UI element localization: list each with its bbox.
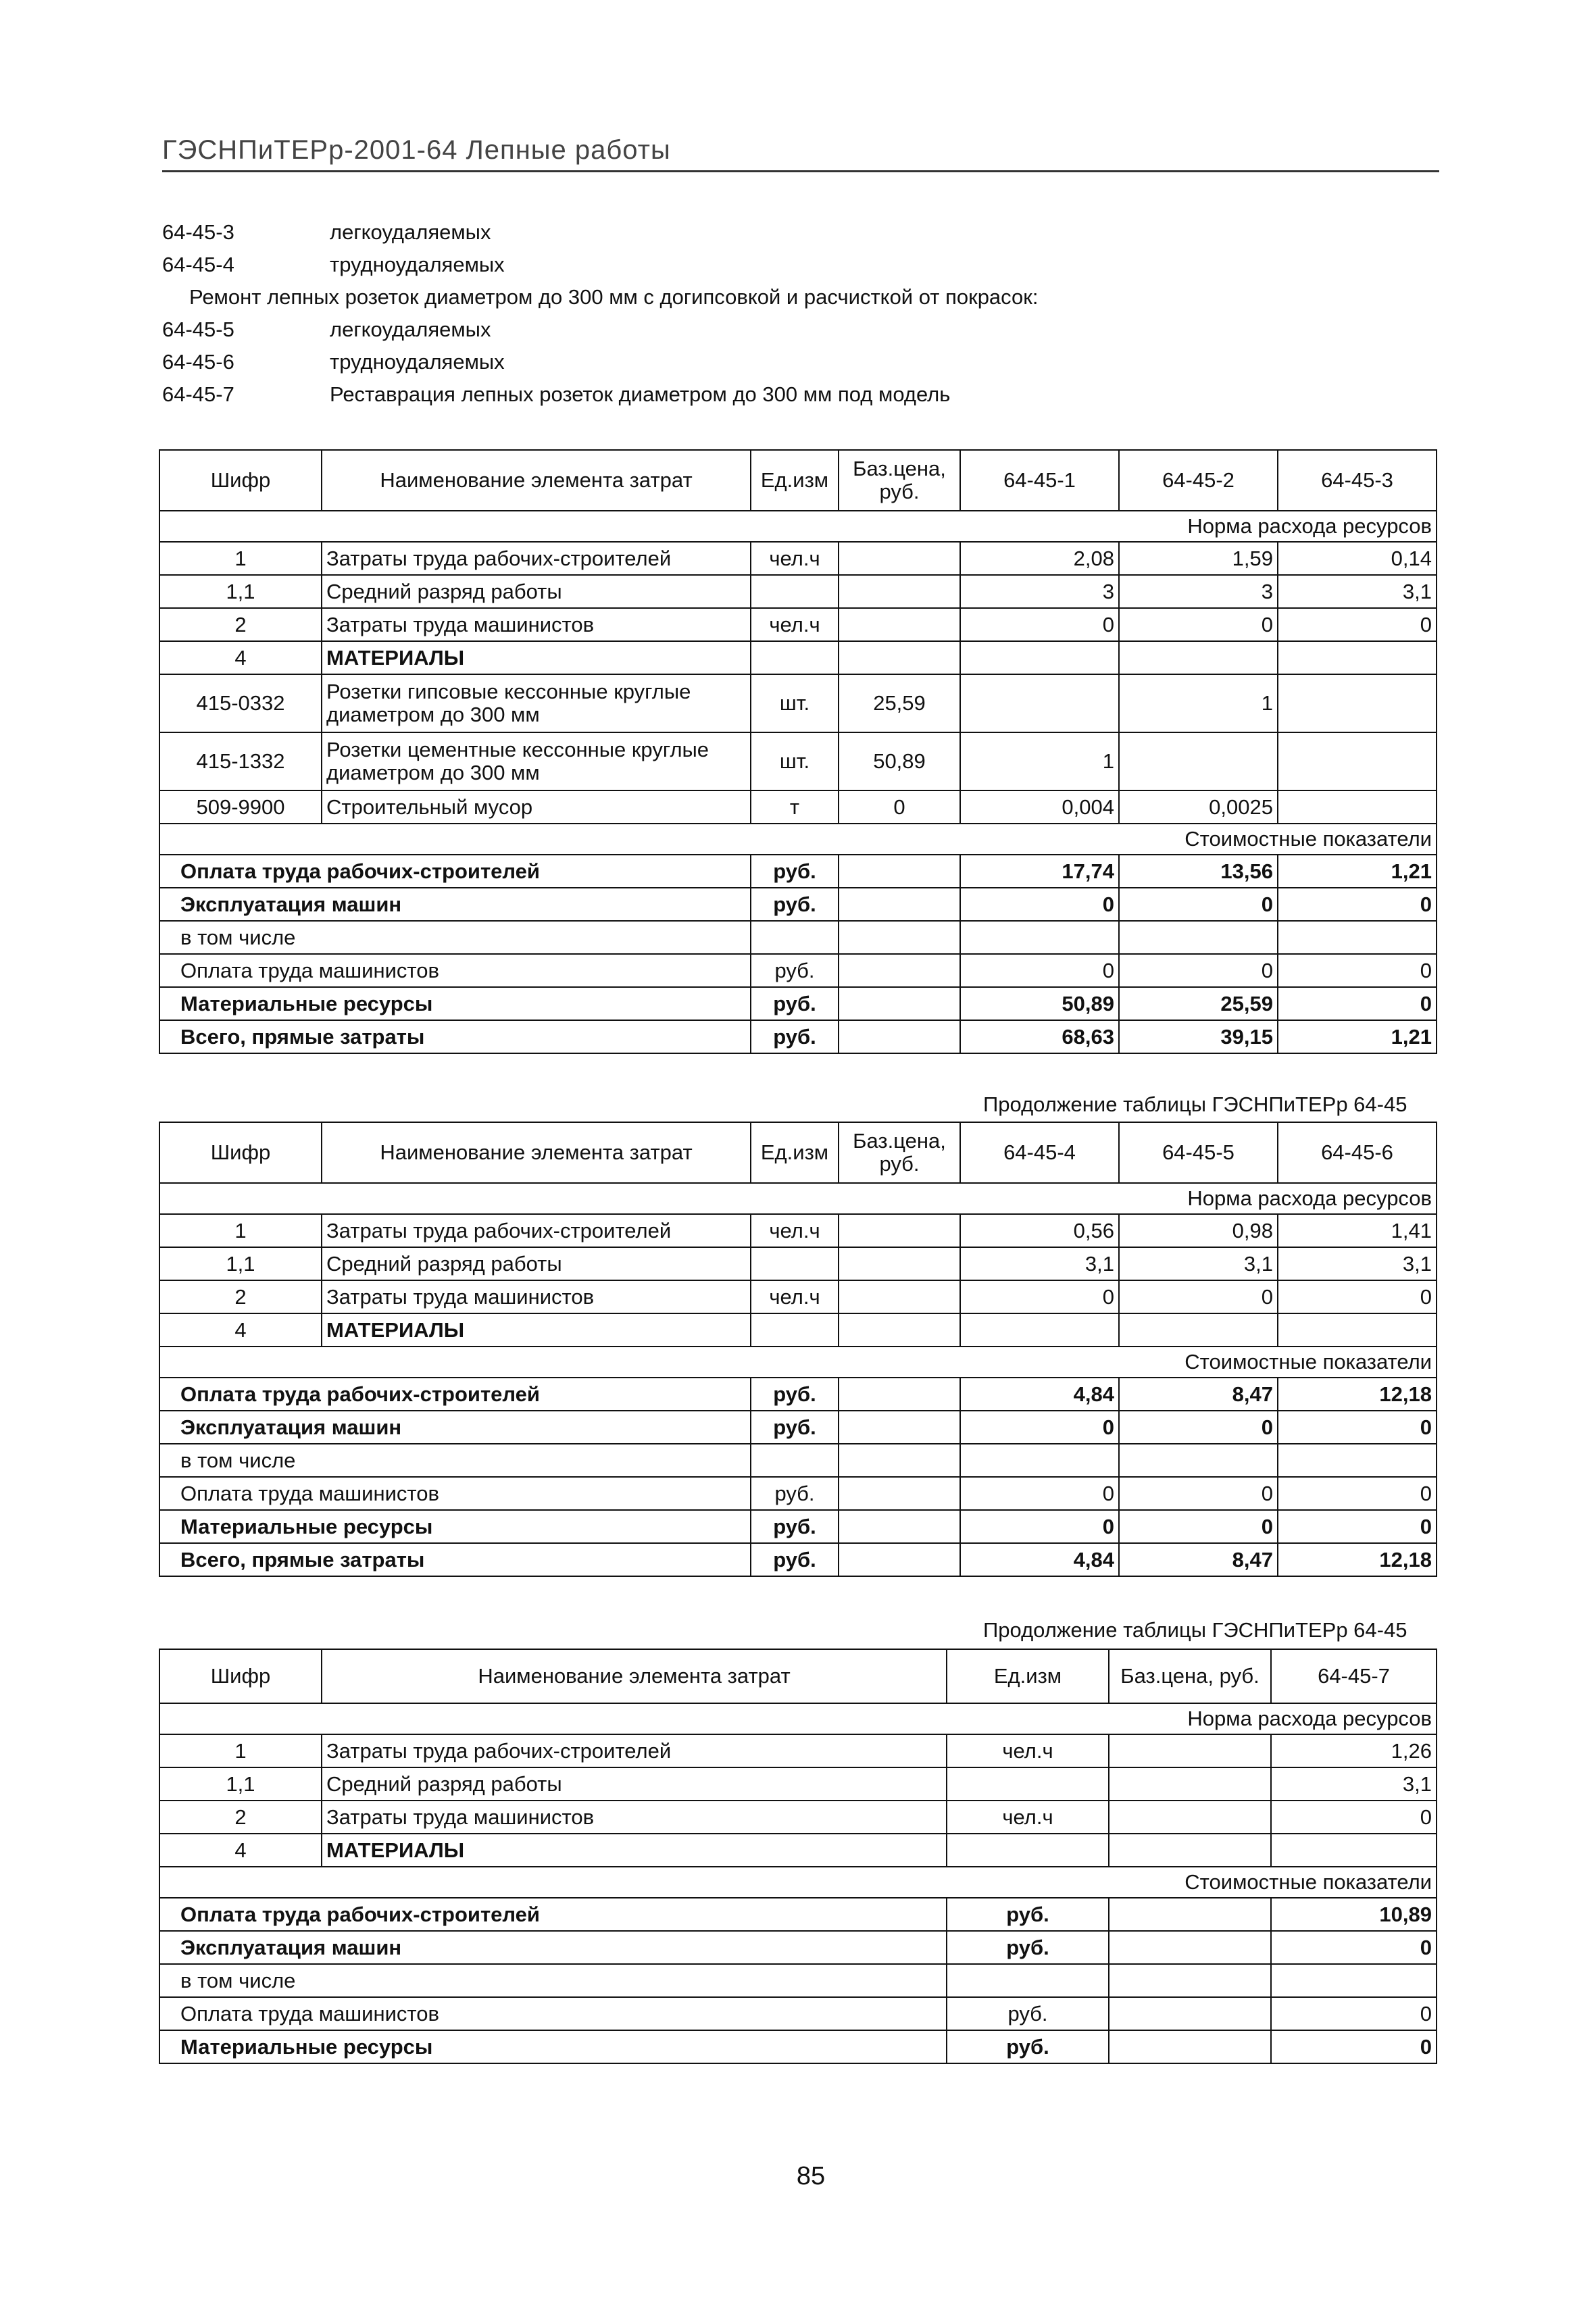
row-value: 3,1 <box>1271 1767 1437 1801</box>
summary-unit: руб. <box>751 1020 839 1053</box>
summary-value: 68,63 <box>960 1020 1119 1053</box>
norms-table-1 <box>159 449 1437 1054</box>
summary-row <box>159 954 1437 987</box>
table-row <box>159 1247 1437 1280</box>
row-value: 0 <box>960 1280 1119 1313</box>
row-value: 3,1 <box>1278 575 1437 608</box>
col-header-unit: Ед.изм <box>751 450 839 511</box>
row-value: 0,14 <box>1278 542 1437 575</box>
summary-unit: руб. <box>947 1931 1109 1964</box>
summary-row <box>159 888 1437 921</box>
summary-label: Оплата труда рабочих-строителей <box>159 855 751 888</box>
row-unit: т <box>751 790 839 824</box>
intro-text: трудноудаляемых <box>330 350 505 374</box>
row-price: 0 <box>839 790 960 824</box>
col-header-norm: 64-45-1 <box>960 450 1119 511</box>
table-row <box>159 641 1437 674</box>
table-row <box>159 674 1437 732</box>
row-value: 1,41 <box>1278 1214 1437 1247</box>
row-value: 1,59 <box>1119 542 1278 575</box>
row-value: 3,1 <box>1119 1247 1278 1280</box>
col-header-price: Баз.цена, руб. <box>1109 1649 1271 1703</box>
summary-row <box>159 1997 1437 2030</box>
row-name: Затраты труда машинистов <box>322 1801 947 1834</box>
table-row <box>159 1834 1437 1867</box>
summary-label: Материальные ресурсы <box>159 2030 947 2063</box>
row-value: 3 <box>1119 575 1278 608</box>
summary-value: 4,84 <box>960 1378 1119 1411</box>
summary-value: 13,56 <box>1119 855 1278 888</box>
table-row <box>159 542 1437 575</box>
running-header: ГЭСНПиТЕРр-2001-64 Лепные работы <box>162 135 1439 172</box>
row-price <box>839 542 960 575</box>
summary-row <box>159 987 1437 1020</box>
summary-value: 0 <box>1119 1477 1278 1510</box>
summary-unit: руб. <box>751 855 839 888</box>
summary-value: 50,89 <box>960 987 1119 1020</box>
row-price <box>839 575 960 608</box>
summary-row <box>159 1378 1437 1411</box>
summary-label: Оплата труда машинистов <box>159 1477 751 1510</box>
row-unit: шт. <box>751 732 839 790</box>
norms-table-2 <box>159 1122 1437 1577</box>
intro-list <box>162 216 1038 411</box>
intro-code: 64-45-4 <box>162 253 234 276</box>
summary-row <box>159 1020 1437 1053</box>
summary-row <box>159 1477 1437 1510</box>
row-code: 4 <box>159 641 322 674</box>
row-name: Затраты труда машинистов <box>322 1280 751 1313</box>
row-name: Средний разряд работы <box>322 1247 751 1280</box>
table-2-caption: Продолжение таблицы ГЭСНПиТЕРр 64-45 <box>983 1092 1407 1116</box>
summary-unit: руб. <box>947 1997 1109 2030</box>
summary-value: 0 <box>1119 888 1278 921</box>
table-3-caption: Продолжение таблицы ГЭСНПиТЕРр 64-45 <box>983 1618 1407 1642</box>
summary-value: 25,59 <box>1119 987 1278 1020</box>
col-header-name: Наименование элемента затрат <box>322 450 751 511</box>
row-code: 2 <box>159 608 322 641</box>
row-code: 1 <box>159 542 322 575</box>
summary-row <box>159 855 1437 888</box>
summary-label: Материальные ресурсы <box>159 1510 751 1543</box>
row-value <box>1278 732 1437 790</box>
row-value: 0 <box>960 608 1119 641</box>
summary-row <box>159 1964 1437 1997</box>
summary-value: 8,47 <box>1119 1378 1278 1411</box>
row-value: 0 <box>1278 1280 1437 1313</box>
row-name: Затраты труда машинистов <box>322 608 751 641</box>
summary-value: 12,18 <box>1278 1543 1437 1576</box>
table-row <box>159 1313 1437 1347</box>
row-code: 415-0332 <box>159 674 322 732</box>
row-value: 0,98 <box>1119 1214 1278 1247</box>
row-unit <box>751 575 839 608</box>
intro-code: 64-45-3 <box>162 220 234 244</box>
summary-value: 39,15 <box>1119 1020 1278 1053</box>
row-name: Розетки гипсовые кессонные круглые диаметром до 300 мм <box>322 674 751 732</box>
table-row <box>159 1280 1437 1313</box>
summary-value: 0 <box>1278 987 1437 1020</box>
summary-label: Оплата труда рабочих-строителей <box>159 1378 751 1411</box>
row-name: МАТЕРИАЛЫ <box>322 1834 947 1867</box>
intro-code: 64-45-6 <box>162 350 234 374</box>
table-row <box>159 1214 1437 1247</box>
summary-label: Всего, прямые затраты <box>159 1543 751 1576</box>
summary-label: Оплата труда машинистов <box>159 954 751 987</box>
summary-label: в том числе <box>159 1964 947 1997</box>
row-value: 1 <box>960 732 1119 790</box>
row-code: 1,1 <box>159 1767 322 1801</box>
summary-label: Материальные ресурсы <box>159 987 751 1020</box>
table-row <box>159 732 1437 790</box>
col-header-norm: 64-45-5 <box>1119 1122 1278 1183</box>
table-row <box>159 608 1437 641</box>
summary-value: 0 <box>960 954 1119 987</box>
intro-text: легкоудаляемых <box>330 220 491 244</box>
row-value: 0,56 <box>960 1214 1119 1247</box>
col-header-price: Баз.цена, руб. <box>839 450 960 511</box>
summary-unit: руб. <box>751 1510 839 1543</box>
section-norm: Норма расхода ресурсов <box>159 1183 1437 1214</box>
summary-value: 17,74 <box>960 855 1119 888</box>
col-header-unit: Ед.изм <box>947 1649 1109 1703</box>
row-name: Строительный мусор <box>322 790 751 824</box>
row-name: Затраты труда рабочих-строителей <box>322 1734 947 1767</box>
summary-unit: руб. <box>751 888 839 921</box>
row-code: 509-9900 <box>159 790 322 824</box>
summary-row <box>159 1510 1437 1543</box>
row-value: 0 <box>1119 1280 1278 1313</box>
summary-label: Эксплуатация машин <box>159 888 751 921</box>
row-value: 1 <box>1119 674 1278 732</box>
col-header-norm: 64-45-3 <box>1278 450 1437 511</box>
table-row <box>159 1801 1437 1834</box>
summary-value: 10,89 <box>1271 1898 1437 1931</box>
intro-text: Реставрация лепных розеток диаметром до 300 мм под модель <box>330 382 951 406</box>
row-price <box>839 608 960 641</box>
col-header-name: Наименование элемента затрат <box>322 1122 751 1183</box>
row-unit: чел.ч <box>751 1280 839 1313</box>
section-norm: Норма расхода ресурсов <box>159 1703 1437 1734</box>
row-value: 1,26 <box>1271 1734 1437 1767</box>
summary-value: 12,18 <box>1278 1378 1437 1411</box>
section-cost: Стоимостные показатели <box>159 1347 1437 1378</box>
summary-unit: руб. <box>947 1898 1109 1931</box>
row-name: Средний разряд работы <box>322 575 751 608</box>
intro-text: трудноудаляемых <box>330 253 505 276</box>
row-value: 0 <box>1278 608 1437 641</box>
col-header-norm: 64-45-4 <box>960 1122 1119 1183</box>
col-header-code: Шифр <box>159 1649 322 1703</box>
row-unit: чел.ч <box>751 542 839 575</box>
summary-value: 1,21 <box>1278 1020 1437 1053</box>
summary-value: 0 <box>1278 888 1437 921</box>
intro-text: легкоудаляемых <box>330 318 491 341</box>
row-code: 1,1 <box>159 575 322 608</box>
row-value: 2,08 <box>960 542 1119 575</box>
summary-row <box>159 1444 1437 1477</box>
col-header-name: Наименование элемента затрат <box>322 1649 947 1703</box>
row-name: Затраты труда рабочих-строителей <box>322 542 751 575</box>
row-unit: чел.ч <box>947 1801 1109 1834</box>
summary-value: 0 <box>960 1411 1119 1444</box>
row-code: 2 <box>159 1280 322 1313</box>
row-price: 25,59 <box>839 674 960 732</box>
row-price: 50,89 <box>839 732 960 790</box>
section-cost: Стоимостные показатели <box>159 824 1437 855</box>
row-code: 415-1332 <box>159 732 322 790</box>
row-code: 1,1 <box>159 1247 322 1280</box>
summary-value: 0 <box>1278 954 1437 987</box>
summary-value: 0 <box>1278 1411 1437 1444</box>
summary-row <box>159 1898 1437 1931</box>
summary-value: 0 <box>960 888 1119 921</box>
intro-code: 64-45-7 <box>162 382 234 406</box>
col-header-norm: 64-45-2 <box>1119 450 1278 511</box>
col-header-code: Шифр <box>159 450 322 511</box>
summary-value: 8,47 <box>1119 1543 1278 1576</box>
row-value: 0,004 <box>960 790 1119 824</box>
row-code: 4 <box>159 1313 322 1347</box>
summary-unit: руб. <box>751 987 839 1020</box>
row-code: 2 <box>159 1801 322 1834</box>
row-value: 3 <box>960 575 1119 608</box>
summary-label: Всего, прямые затраты <box>159 1020 751 1053</box>
summary-value: 0 <box>1271 1931 1437 1964</box>
row-value: 3,1 <box>1278 1247 1437 1280</box>
summary-value: 0 <box>1119 1510 1278 1543</box>
row-name: Розетки цементные кессонные круглые диаметром до 300 мм <box>322 732 751 790</box>
norms-table-3 <box>159 1649 1437 2064</box>
row-value <box>960 674 1119 732</box>
table-row <box>159 790 1437 824</box>
row-value <box>1278 790 1437 824</box>
summary-label: в том числе <box>159 921 751 954</box>
row-code: 4 <box>159 1834 322 1867</box>
col-header-norm: 64-45-6 <box>1278 1122 1437 1183</box>
summary-row <box>159 2030 1437 2063</box>
col-header-code: Шифр <box>159 1122 322 1183</box>
col-header-unit: Ед.изм <box>751 1122 839 1183</box>
row-unit: чел.ч <box>751 1214 839 1247</box>
summary-value: 0 <box>1278 1510 1437 1543</box>
row-code: 1 <box>159 1214 322 1247</box>
summary-value: 0 <box>1278 1477 1437 1510</box>
page-number: 85 <box>796 2162 826 2190</box>
summary-value: 0 <box>1271 2030 1437 2063</box>
row-value <box>1119 732 1278 790</box>
row-unit: чел.ч <box>947 1734 1109 1767</box>
summary-label: Оплата труда рабочих-строителей <box>159 1898 947 1931</box>
section-cost: Стоимостные показатели <box>159 1867 1437 1898</box>
row-name: Затраты труда рабочих-строителей <box>322 1214 751 1247</box>
summary-unit: руб. <box>751 1477 839 1510</box>
row-unit: шт. <box>751 674 839 732</box>
row-code: 1 <box>159 1734 322 1767</box>
section-norm: Норма расхода ресурсов <box>159 511 1437 542</box>
summary-label: Оплата труда машинистов <box>159 1997 947 2030</box>
col-header-price: Баз.цена, руб. <box>839 1122 960 1183</box>
summary-value: 0 <box>960 1477 1119 1510</box>
summary-value: 0 <box>960 1510 1119 1543</box>
row-value: 0,0025 <box>1119 790 1278 824</box>
table-row <box>159 1767 1437 1801</box>
summary-unit: руб. <box>751 1411 839 1444</box>
intro-code: 64-45-5 <box>162 318 234 341</box>
summary-label: в том числе <box>159 1444 751 1477</box>
row-name: МАТЕРИАЛЫ <box>322 1313 751 1347</box>
summary-row <box>159 921 1437 954</box>
summary-label: Эксплуатация машин <box>159 1931 947 1964</box>
summary-unit: руб. <box>751 1378 839 1411</box>
summary-label: Эксплуатация машин <box>159 1411 751 1444</box>
col-header-norm: 64-45-7 <box>1271 1649 1437 1703</box>
summary-value: 0 <box>1271 1997 1437 2030</box>
summary-row <box>159 1543 1437 1576</box>
summary-value: 4,84 <box>960 1543 1119 1576</box>
summary-unit: руб. <box>947 2030 1109 2063</box>
row-name: Средний разряд работы <box>322 1767 947 1801</box>
table-row <box>159 575 1437 608</box>
summary-unit: руб. <box>751 1543 839 1576</box>
summary-unit: руб. <box>751 954 839 987</box>
row-value: 0 <box>1271 1801 1437 1834</box>
row-value: 3,1 <box>960 1247 1119 1280</box>
row-value: 0 <box>1119 608 1278 641</box>
summary-value: 0 <box>1119 1411 1278 1444</box>
summary-row <box>159 1411 1437 1444</box>
row-unit: чел.ч <box>751 608 839 641</box>
summary-value: 1,21 <box>1278 855 1437 888</box>
summary-row <box>159 1931 1437 1964</box>
summary-value: 0 <box>1119 954 1278 987</box>
intro-heading: Ремонт лепных розеток диаметром до 300 мм с догипсовкой и расчисткой от покрасок: <box>189 285 1039 309</box>
row-name: МАТЕРИАЛЫ <box>322 641 751 674</box>
table-row <box>159 1734 1437 1767</box>
row-value <box>1278 674 1437 732</box>
